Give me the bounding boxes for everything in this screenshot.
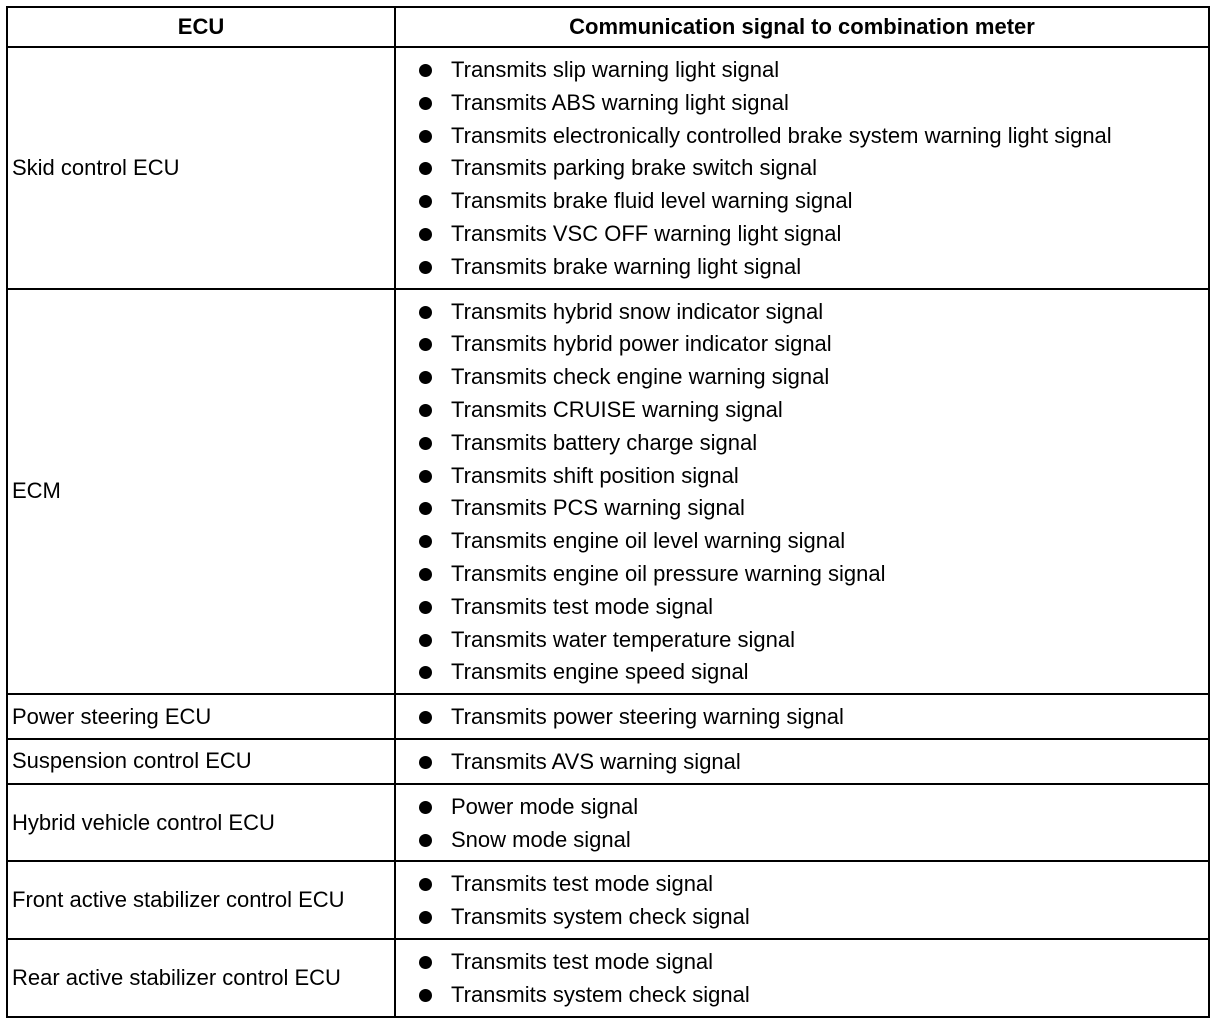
signal-item: Transmits system check signal [396, 901, 1208, 934]
signal-item: Transmits test mode signal [396, 591, 1208, 624]
table-body [7, 47, 1209, 1017]
header-ecu: ECU [7, 7, 395, 47]
ecu-name-cell: Skid control ECU [7, 47, 395, 289]
signal-item: Power mode signal [396, 791, 1208, 824]
table-row [7, 47, 1209, 289]
signal-item: Transmits test mode signal [396, 946, 1208, 979]
signal-list [396, 701, 1208, 734]
ecu-name-cell: Power steering ECU [7, 694, 395, 739]
signal-item: Transmits CRUISE warning signal [396, 394, 1208, 427]
signal-item: Transmits battery charge signal [396, 427, 1208, 460]
signal-item: Transmits hybrid power indicator signal [396, 328, 1208, 361]
signal-item: Transmits shift position signal [396, 460, 1208, 493]
signal-list [396, 296, 1208, 690]
ecu-name-cell: ECM [7, 289, 395, 695]
signal-item: Transmits power steering warning signal [396, 701, 1208, 734]
signal-item: Transmits parking brake switch signal [396, 152, 1208, 185]
signal-cell [395, 739, 1209, 784]
signal-item: Transmits water temperature signal [396, 624, 1208, 657]
signal-item: Transmits engine oil pressure warning signal [396, 558, 1208, 591]
signal-item: Transmits VSC OFF warning light signal [396, 218, 1208, 251]
header-row [7, 7, 1209, 47]
table-row [7, 784, 1209, 862]
signal-item: Transmits system check signal [396, 979, 1208, 1012]
header-signal: Communication signal to combination meter [395, 7, 1209, 47]
signal-cell [395, 47, 1209, 289]
table-row [7, 289, 1209, 695]
signal-item: Transmits brake warning light signal [396, 251, 1208, 284]
signal-cell [395, 939, 1209, 1017]
signal-item: Transmits engine oil level warning signal [396, 525, 1208, 558]
table-row [7, 861, 1209, 939]
ecu-name-cell: Hybrid vehicle control ECU [7, 784, 395, 862]
signal-item: Transmits test mode signal [396, 868, 1208, 901]
signal-item: Transmits hybrid snow indicator signal [396, 296, 1208, 329]
table-row [7, 694, 1209, 739]
signal-item: Transmits electronically controlled brake system warning light signal [396, 120, 1208, 153]
signal-list [396, 791, 1208, 857]
signal-item: Transmits engine speed signal [396, 656, 1208, 689]
signal-cell [395, 289, 1209, 695]
table-row [7, 739, 1209, 784]
signal-list [396, 54, 1208, 284]
signal-list [396, 746, 1208, 779]
signal-cell [395, 694, 1209, 739]
signal-item: Transmits check engine warning signal [396, 361, 1208, 394]
ecu-name-cell: Suspension control ECU [7, 739, 395, 784]
signal-item: Transmits brake fluid level warning signal [396, 185, 1208, 218]
signal-item: Snow mode signal [396, 824, 1208, 857]
ecu-name-cell: Rear active stabilizer control ECU [7, 939, 395, 1017]
signal-item: Transmits AVS warning signal [396, 746, 1208, 779]
signal-list [396, 868, 1208, 934]
ecu-signal-table [6, 6, 1210, 1018]
signal-item: Transmits ABS warning light signal [396, 87, 1208, 120]
signal-cell [395, 784, 1209, 862]
signal-item: Transmits slip warning light signal [396, 54, 1208, 87]
signal-cell [395, 861, 1209, 939]
signal-item: Transmits PCS warning signal [396, 492, 1208, 525]
table-row [7, 939, 1209, 1017]
signal-list [396, 946, 1208, 1012]
ecu-name-cell: Front active stabilizer control ECU [7, 861, 395, 939]
